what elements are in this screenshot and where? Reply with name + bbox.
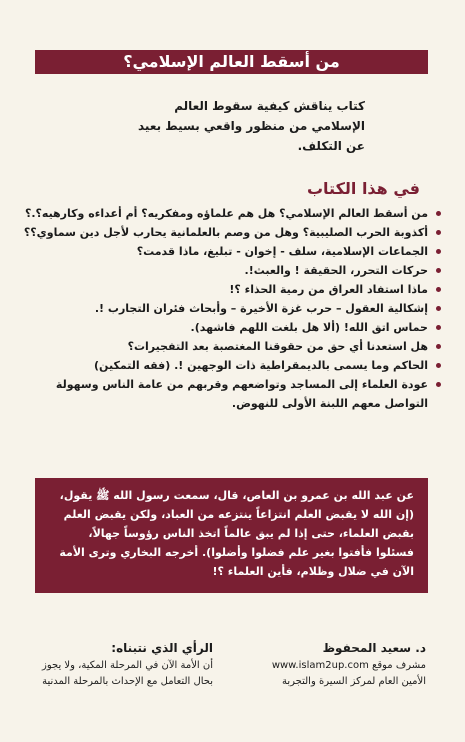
list-item [20, 375, 444, 413]
opinion-line-2: بحال التعامل مع الإحداث بالمرحلة المدنية [42, 676, 213, 687]
list-item-text: حماس اتق الله! (ألا هل بلغت اللهم فاشهد). [190, 321, 428, 334]
list-item [20, 337, 444, 356]
hadith-text: عن عبد الله بن عمرو بن العاص، قال، سمعت رسول الله ﷺ يقول، (إن الله لا يقبض العلم انتزاعاً ينتزعه من العباد، ولكن يقبض العلم بقبض العلماء، حتى إذا لم يبق عالماً اتخذ الناس رؤوساً جهالاً، فسئلوا فأفتوا بغير علم فضلوا وأضلوا). أخرجه البخاري وترى الأمة الآن في ضلال وظلام، فأين العلماء ؟! [59, 489, 414, 578]
bullet-icon [436, 344, 441, 349]
title-band [35, 50, 428, 74]
list-item [20, 223, 444, 242]
list-item-text: ماذا استفاد العراق من رمية الحذاء ؟! [229, 283, 428, 296]
hadith-box [35, 478, 428, 593]
bullet-icon [436, 325, 441, 330]
list-item-text: حركات التحرر، الحقيقة ! والعبث!. [244, 264, 428, 277]
bullet-icon [436, 363, 441, 368]
list-item-text: إشكالية العقول – حرب غزة الأخيرة – وأبحاث فئران التجارب !. [94, 302, 428, 315]
author-name: د. سعيد المحفوظ [322, 641, 426, 655]
contents-list [20, 204, 444, 413]
author-line-website: مشرف موقع www.islam2up.com [271, 660, 426, 671]
list-item [20, 299, 444, 318]
bullet-icon [436, 287, 441, 292]
list-item [20, 242, 444, 261]
author-block [236, 638, 426, 690]
list-item-text: الحاكم وما يسمى بالديمقراطية ذات الوجهين !. (فقه التمكين) [94, 359, 428, 372]
section-heading: في هذا الكتاب [306, 179, 420, 198]
list-item-text: هل استعدنا أي حق من حقوقنا المغتصبة بعد التفجيرات؟ [127, 340, 428, 353]
opinion-block [18, 638, 213, 690]
list-item-text: أكذوبة الحرب الصليبية؟ وهل من وصم بالعلمانية يحارب لأجل دين سماوي؟؟ [23, 226, 428, 239]
bullet-icon [436, 230, 441, 235]
list-item [20, 204, 444, 223]
list-item [20, 356, 444, 375]
opinion-title: الرأي الذي نتبناه: [111, 641, 213, 655]
bullet-icon [436, 268, 441, 273]
bullet-icon [436, 249, 441, 254]
opinion-line-1: أن الأمة الآن في المرحلة المكية، ولا يجوز [42, 660, 213, 671]
list-item-text: من أسقط العالم الإسلامي؟ هل هم علماؤه ومفكريه؟ أم أعداءه وكارهيه؟.؟ [24, 207, 428, 220]
intro-text: كتاب يناقش كيفية سقوط العالم الإسلامي من منظور واقعي بسيط بعيد عن التكلف. [137, 99, 365, 153]
list-item [20, 280, 444, 299]
list-item [20, 261, 444, 280]
list-item [20, 318, 444, 337]
bullet-icon [436, 382, 441, 387]
list-item-text: عودة العلماء إلى المساجد وتواضعهم وقربهم من عامة الناس وسهولة التواصل معهم اللبنة الأولى للنهوض. [55, 378, 428, 410]
book-title: من أسقط العالم الإسلامي؟ [123, 52, 340, 71]
bullet-icon [436, 211, 441, 216]
list-item-text: الجماعات الإسلامية، سلف - إخوان - تبليغ، ماذا قدمت؟ [136, 245, 428, 258]
bullet-icon [436, 306, 441, 311]
author-line-position: الأمين العام لمركز السيرة والتجربة [281, 676, 426, 687]
